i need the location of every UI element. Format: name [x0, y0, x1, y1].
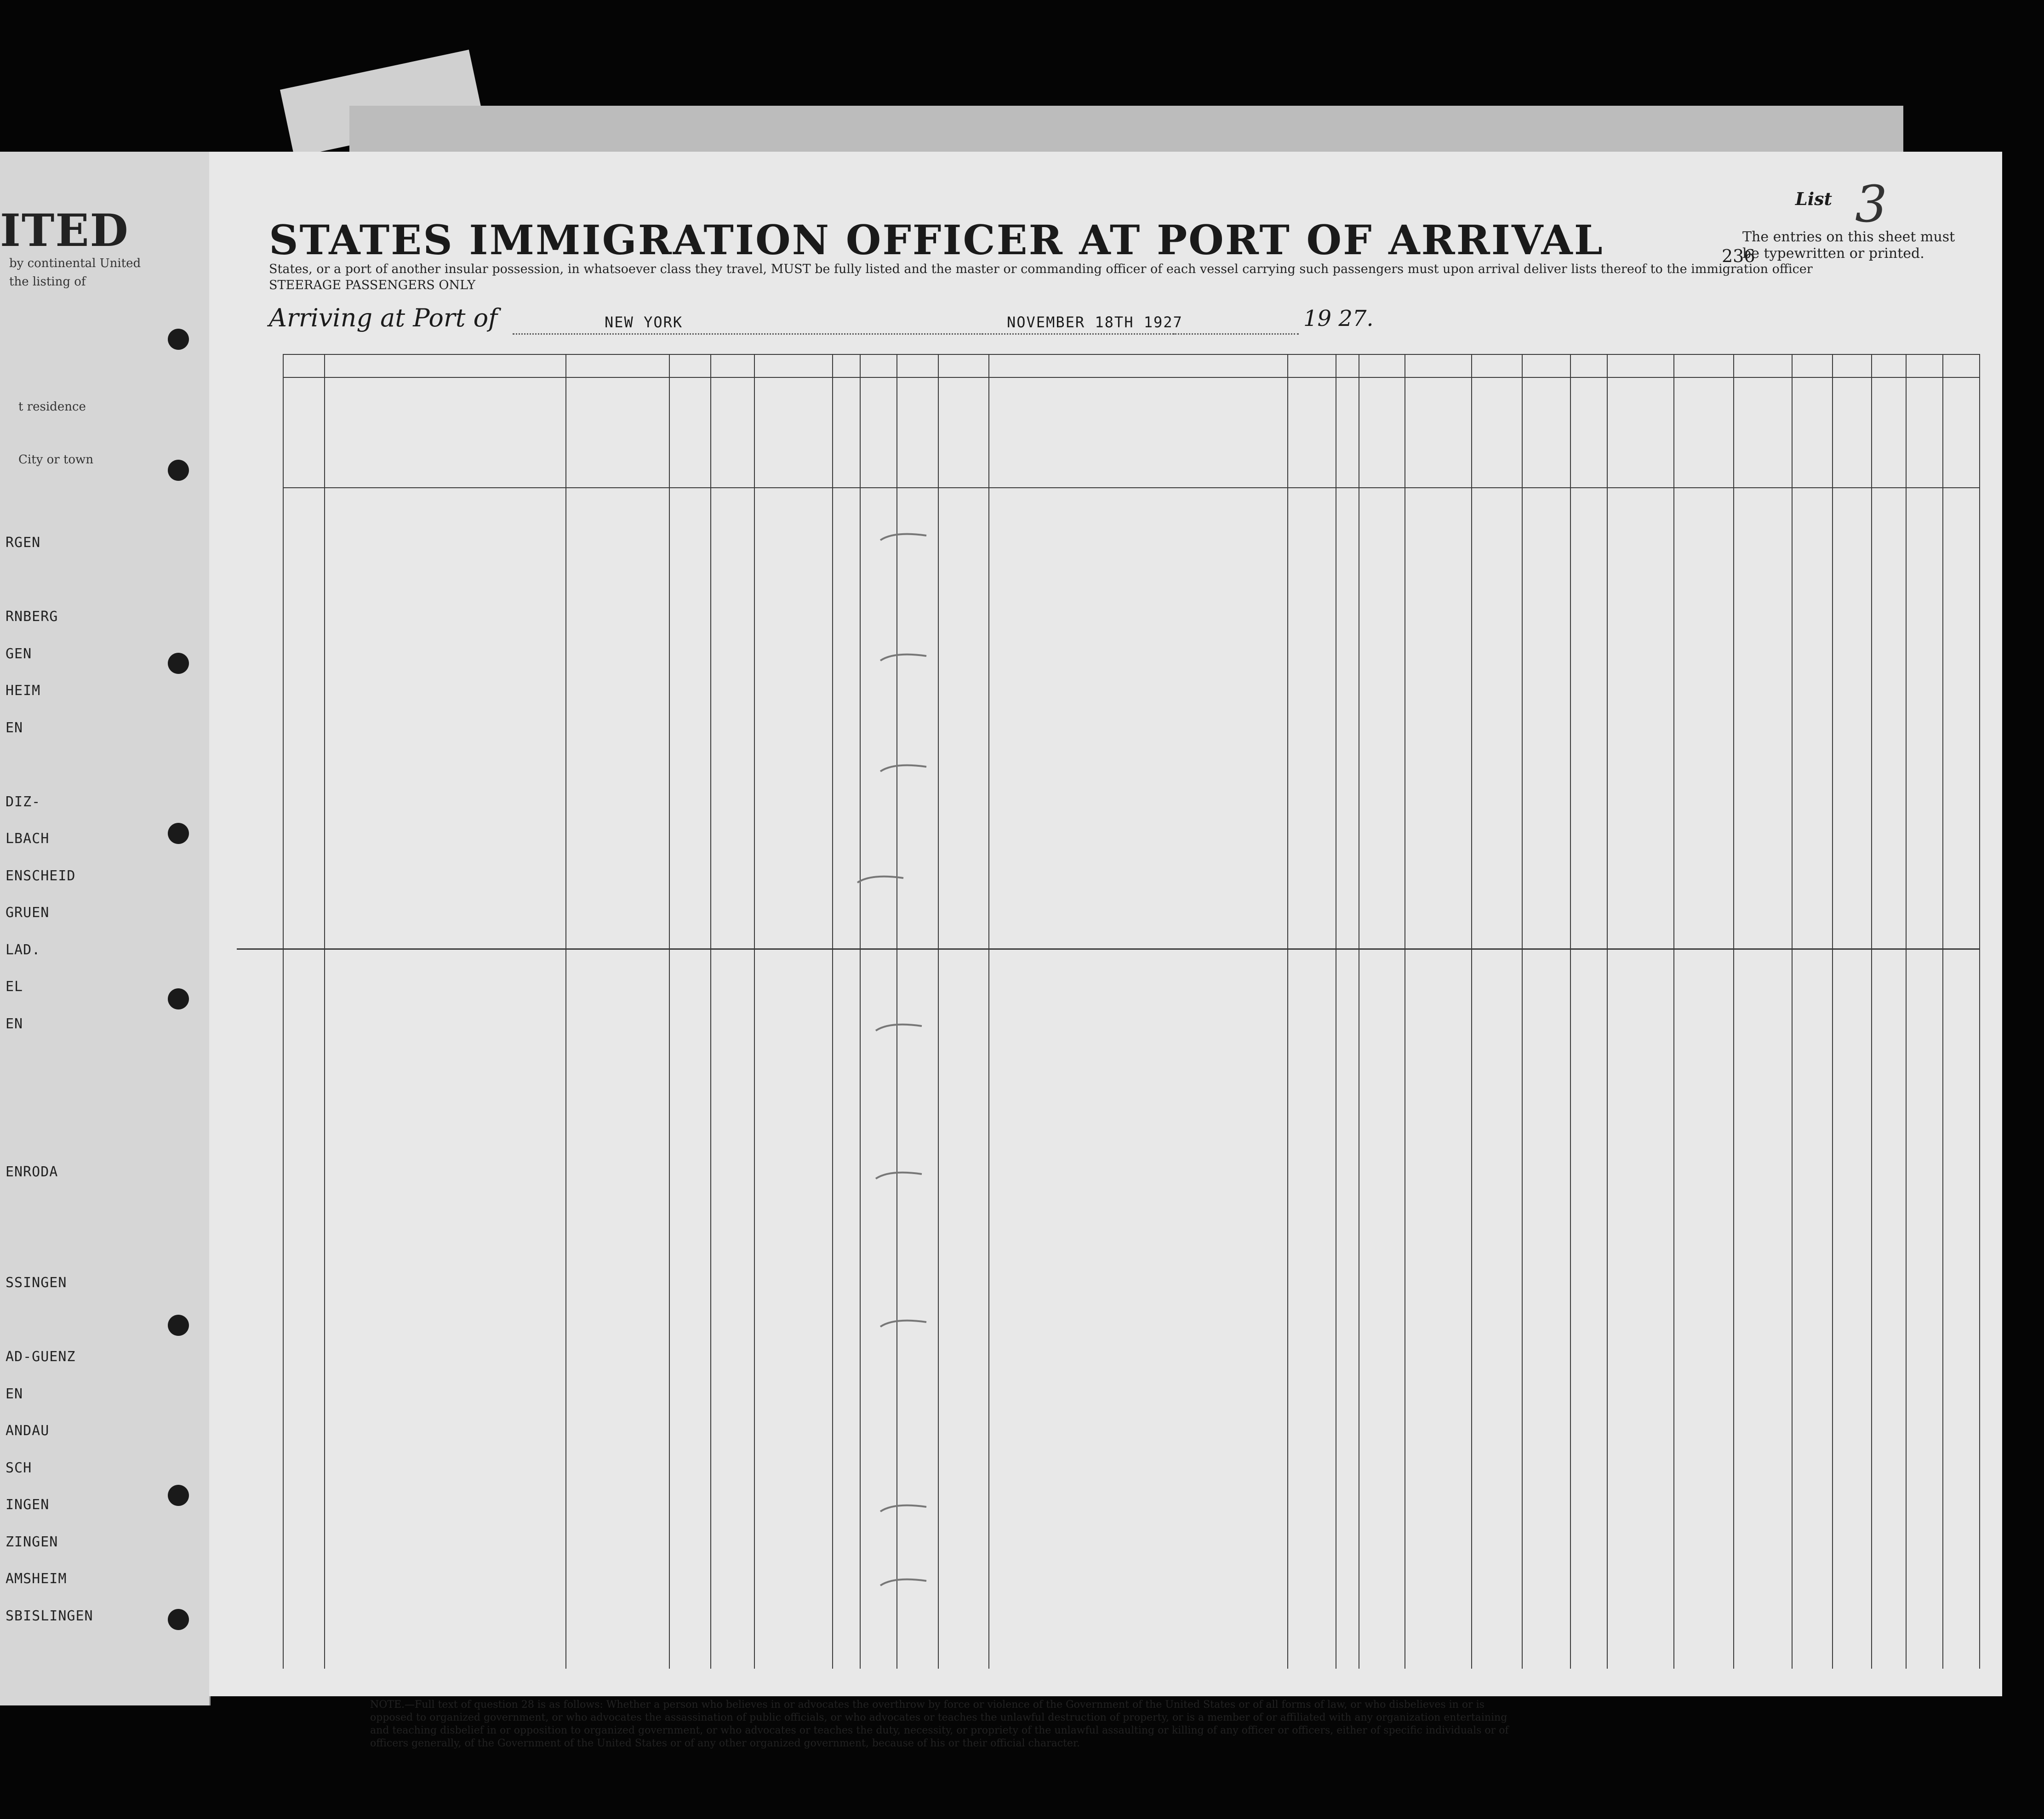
header-anarchist — [1441, 400, 1455, 483]
column-rule — [1471, 354, 1472, 1669]
pencil-check-mark — [853, 864, 908, 896]
left-page-line: the listing of — [9, 275, 86, 289]
typewritten-note: be typewritten or printed. — [1742, 245, 1924, 262]
left-page-row: RNBERG — [6, 609, 58, 625]
left-page-row: INGEN — [6, 1497, 50, 1513]
list-label: List — [1795, 188, 1833, 209]
binder-hole — [168, 1609, 189, 1630]
pencil-check-mark — [871, 1160, 926, 1192]
left-page-row: LBACH — [6, 831, 50, 847]
left-page-row: DIZ- — [6, 793, 41, 810]
column-rule — [1607, 354, 1608, 1669]
column-rule — [1522, 354, 1523, 1669]
pencil-check-mark — [876, 522, 931, 554]
left-page-row: SBISLINGEN — [6, 1608, 93, 1624]
left-col-header: t residence — [18, 400, 86, 414]
column-rule — [988, 354, 989, 1669]
pencil-check-mark — [876, 1567, 931, 1599]
column-rule — [1673, 354, 1674, 1669]
instruction-text: States, or a port of another insular possession, in whatsoever class they travel, MUST be fully listed and the master or commanding officer of each vessel carrying such passengers must upon arrival deliver lists thereof to the immigration officer — [269, 262, 1813, 276]
binder-hole — [168, 653, 189, 674]
footnote: NOTE.—Full text of question 28 is as follows: Whether a person who believes in or advocates the overthrow by force or violence of the Government of the United States or of all forms of law, or who disbelieves in or is opposed to organized government, or who advocates the assassination of public officials, or who advocates or teaches the unlawful destruction of property, or is a member of or affiliated with any organization entertaining and teaching disbelief in or opposition to organized government, or who advocates or teaches the duty, necessity, or propriety of the unlawful assaulting or killing of any officer or officers, either of specific individuals or of officers generally, of the Government of the United States or of any other organized government, because of his or their official character. — [370, 1699, 1509, 1749]
column-rule — [860, 354, 861, 1669]
column-rule — [1287, 354, 1288, 1669]
column-rule — [1979, 354, 1980, 1669]
left-page-row: EN — [6, 719, 23, 736]
underlying-sheet-edge — [349, 106, 1903, 156]
left-page-title: ITED — [0, 205, 129, 257]
column-rule — [324, 354, 325, 1669]
stamp-number: 236 — [1722, 246, 1755, 266]
header-polygamist — [1414, 400, 1427, 483]
column-rule — [1733, 354, 1734, 1669]
left-page-row: EL — [6, 979, 23, 995]
header-rule — [283, 377, 1979, 378]
date-dotted-line — [982, 333, 1299, 335]
left-page-row: HEIM — [6, 683, 41, 699]
column-rule — [754, 354, 755, 1669]
previous-page-strip — [0, 152, 211, 1705]
binder-hole — [168, 329, 189, 350]
column-rule — [669, 354, 670, 1669]
left-page-row: GRUEN — [6, 905, 50, 921]
pencil-check-mark — [876, 753, 931, 785]
column-rule — [832, 354, 833, 1669]
left-page-row: ENSCHEID — [6, 867, 76, 884]
binder-hole — [168, 460, 189, 481]
binder-hole — [168, 1315, 189, 1336]
column-rule — [1942, 354, 1943, 1669]
left-page-row: EN — [6, 1386, 23, 1402]
column-rule — [1792, 354, 1793, 1669]
port-value: NEW YORK — [605, 314, 683, 331]
header-bottom-rule — [283, 487, 1979, 488]
typewritten-note: The entries on this sheet must — [1742, 229, 1955, 245]
arrival-date: NOVEMBER 18TH 1927 — [1007, 314, 1183, 331]
left-col-header: City or town — [18, 453, 94, 467]
pencil-check-mark — [871, 1012, 926, 1044]
left-page-row: AMSHEIM — [6, 1571, 67, 1587]
header-money — [835, 391, 858, 483]
column-rule — [1570, 354, 1571, 1669]
arriving-label: Arriving at Port of — [269, 303, 498, 332]
left-page-row: EN — [6, 1015, 23, 1032]
left-page-row: ENRODA — [6, 1163, 58, 1180]
left-page-row: SCH — [6, 1460, 32, 1476]
column-rule — [710, 354, 711, 1669]
column-rule — [1832, 354, 1833, 1669]
binder-hole — [168, 823, 189, 844]
row-12-strike — [237, 948, 1979, 950]
header-ticket — [756, 391, 777, 483]
table-top-rule — [283, 354, 1979, 355]
pencil-check-mark — [876, 642, 931, 674]
left-page-row: SSINGEN — [6, 1275, 67, 1291]
manifest-sheet — [209, 152, 2002, 1749]
column-rule — [938, 354, 939, 1669]
pencil-check-mark — [876, 1493, 931, 1525]
left-page-row: AD-GUENZ — [6, 1349, 76, 1365]
steerage-label: STEERAGE PASSENGERS ONLY — [269, 278, 476, 292]
column-rule — [1871, 354, 1872, 1669]
pencil-check-mark — [876, 1308, 931, 1340]
left-page-row: LAD. — [6, 941, 41, 958]
left-page-row: GEN — [6, 645, 32, 662]
left-page-line: by continental United — [9, 257, 141, 270]
binder-hole — [168, 988, 189, 1009]
left-page-row: RGEN — [6, 535, 41, 551]
year-label: 19 27. — [1303, 306, 1374, 331]
column-rule — [565, 354, 566, 1669]
binder-hole — [168, 1485, 189, 1506]
column-rule — [1906, 354, 1907, 1669]
left-page-row: ZINGEN — [6, 1534, 58, 1550]
left-page-row: ANDAU — [6, 1423, 50, 1439]
column-rule — [283, 354, 284, 1669]
list-number: 3 — [1855, 175, 1887, 234]
page-title: STATES IMMIGRATION OFFICER AT PORT OF ARRIVAL — [269, 216, 1604, 264]
